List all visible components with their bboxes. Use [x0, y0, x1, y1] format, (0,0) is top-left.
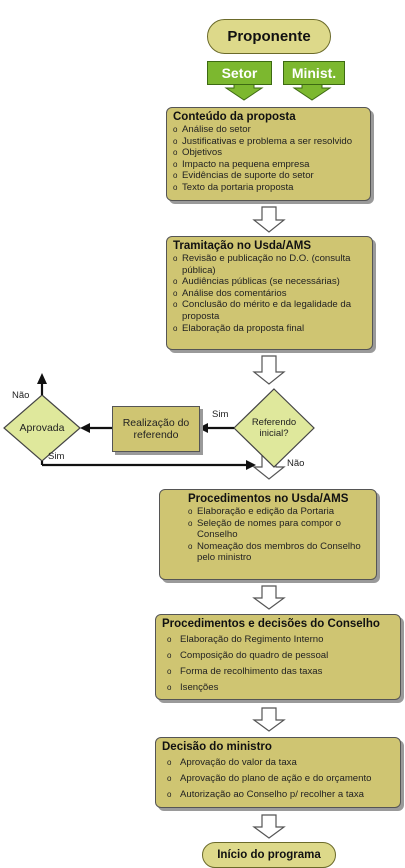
- list-item: o Aprovação do plano de ação e do orçamento: [162, 771, 394, 787]
- block-arrow-2: [254, 356, 284, 384]
- minist-tag: [283, 61, 345, 85]
- list-item: o Impacto na pequena empresa: [173, 159, 364, 171]
- block-arrow-6: [254, 815, 284, 838]
- aprovada-label: Aprovada: [19, 421, 65, 434]
- list-item: o Elaboração do Regimento Interno: [162, 632, 394, 648]
- list-item: o Audiências públicas (se necessárias): [173, 276, 366, 288]
- procedimentos-usda-title: Procedimentos no Usda/AMS: [188, 493, 349, 505]
- referendo-label: Referendo inicial?: [251, 417, 297, 439]
- list-item: o Conclusão do mérito e da legalidade da proposta: [173, 299, 366, 322]
- list-item: o Nomeação dos membros do Conselho pelo ministro: [188, 541, 370, 564]
- procedimentos-conselho-box: [155, 614, 401, 700]
- list-item: o Elaboração e edição da Portaria: [188, 506, 370, 518]
- realizacao-box: [112, 406, 200, 452]
- arrowhead-nao-up: [37, 373, 47, 384]
- list-item: o Isenções: [162, 680, 394, 696]
- setor-label: Setor: [221, 65, 258, 81]
- procedimentos-conselho-title: Procedimentos e decisões do Conselho: [162, 618, 380, 630]
- list-item: o Forma de recolhimento das taxas: [162, 664, 394, 680]
- list-item: o Autorização ao Conselho p/ recolher a taxa: [162, 787, 394, 803]
- list-item: o Elaboração da proposta final: [173, 323, 366, 335]
- block-arrow-4: [254, 586, 284, 609]
- list-item: o Evidências de suporte do setor: [173, 170, 364, 182]
- list-item: o Composição do quadro de pessoal: [162, 648, 394, 664]
- minist-label: Minist.: [291, 65, 337, 81]
- list-item: o Justificativas e problema a ser resolvido: [173, 136, 364, 148]
- nao-label-1: Não: [287, 458, 305, 469]
- tramitacao-box: [166, 236, 373, 350]
- setor-tag: [207, 61, 272, 85]
- conteudo-proposta-title: Conteúdo da proposta: [173, 111, 296, 123]
- block-arrow-5: [254, 708, 284, 731]
- conteudo-proposta-box: [166, 107, 371, 201]
- list-item: o Objetivos: [173, 147, 364, 159]
- inicio-programa-terminal: [202, 842, 336, 868]
- realizacao-label: Realização do referendo: [122, 417, 190, 441]
- procedimentos-usda-box: [159, 489, 377, 580]
- tramitacao-title: Tramitação no Usda/AMS: [173, 240, 312, 252]
- inicio-programa-label: Início do programa: [217, 849, 321, 861]
- list-item: o Seleção de nomes para compor o Conselho: [188, 518, 370, 541]
- decisao-ministro-box: [155, 737, 401, 808]
- sim-label-2: Sim: [48, 451, 65, 462]
- list-item: o Análise do setor: [173, 124, 364, 136]
- nao-label-2: Não: [12, 390, 30, 401]
- list-item: o Texto da portaria proposta: [173, 182, 364, 194]
- proponente-terminal: [207, 19, 331, 54]
- list-item: o Revisão e publicação no D.O. (consulta pública): [173, 253, 366, 276]
- proponente-label: Proponente: [227, 28, 311, 45]
- list-item: o Aprovação do valor da taxa: [162, 755, 394, 771]
- decisao-ministro-title: Decisão do ministro: [162, 741, 272, 753]
- arrowhead-to-aprovada: [80, 423, 90, 433]
- sim-label-1: Sim: [212, 409, 229, 420]
- arrowhead-sim-right: [246, 460, 256, 470]
- list-item: o Análise dos comentários: [173, 288, 366, 300]
- block-arrow-1: [254, 207, 284, 232]
